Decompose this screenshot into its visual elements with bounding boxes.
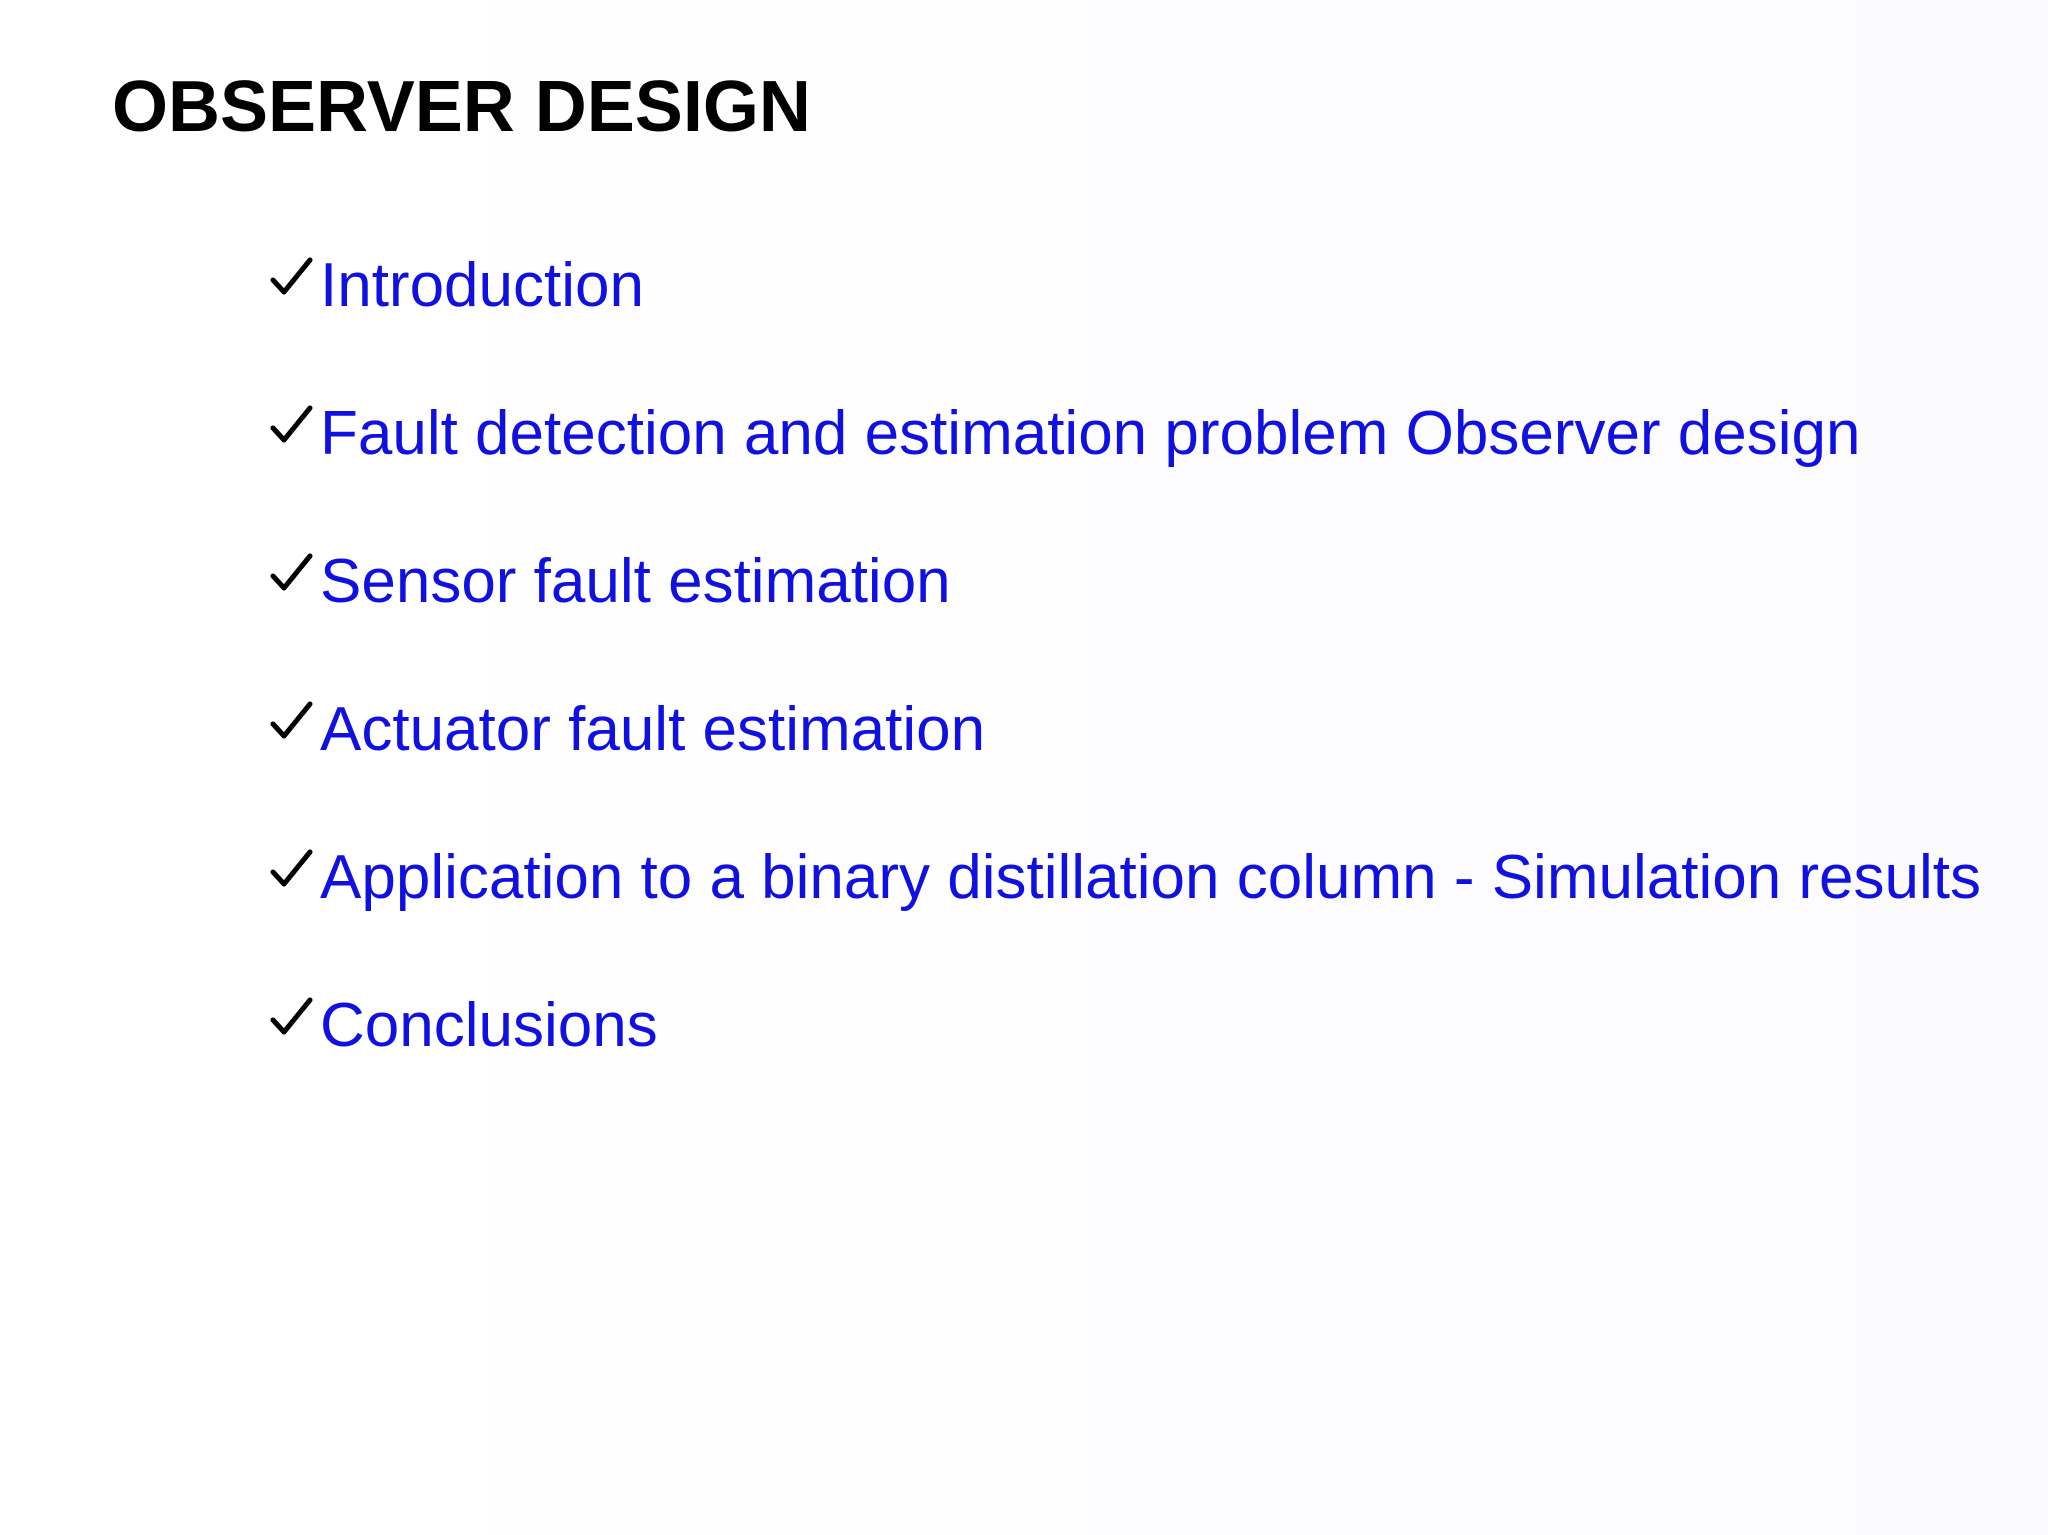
bullet-label: Conclusions [320, 991, 658, 1060]
list-item [268, 692, 1981, 840]
bullet-label: Fault detection and estimation problem Observer design [320, 399, 1861, 468]
list-item [268, 544, 1981, 692]
list-item [268, 988, 1981, 1136]
check-icon [268, 402, 316, 450]
check-icon [268, 254, 316, 302]
list-item [268, 840, 1981, 988]
slide-title: OBSERVER DESIGN [112, 67, 811, 147]
list-item [268, 248, 1981, 396]
bullet-label: Actuator fault estimation [320, 695, 986, 764]
bullet-label: Sensor fault estimation [320, 547, 951, 616]
list-item [268, 396, 1981, 544]
bullet-label: Introduction [320, 251, 644, 320]
check-icon [268, 698, 316, 746]
bullet-label: Application to a binary distillation column - Simulation results [320, 843, 1982, 912]
check-icon [268, 994, 316, 1042]
check-icon [268, 846, 316, 894]
bullet-list [268, 248, 1981, 1136]
check-icon [268, 550, 316, 598]
